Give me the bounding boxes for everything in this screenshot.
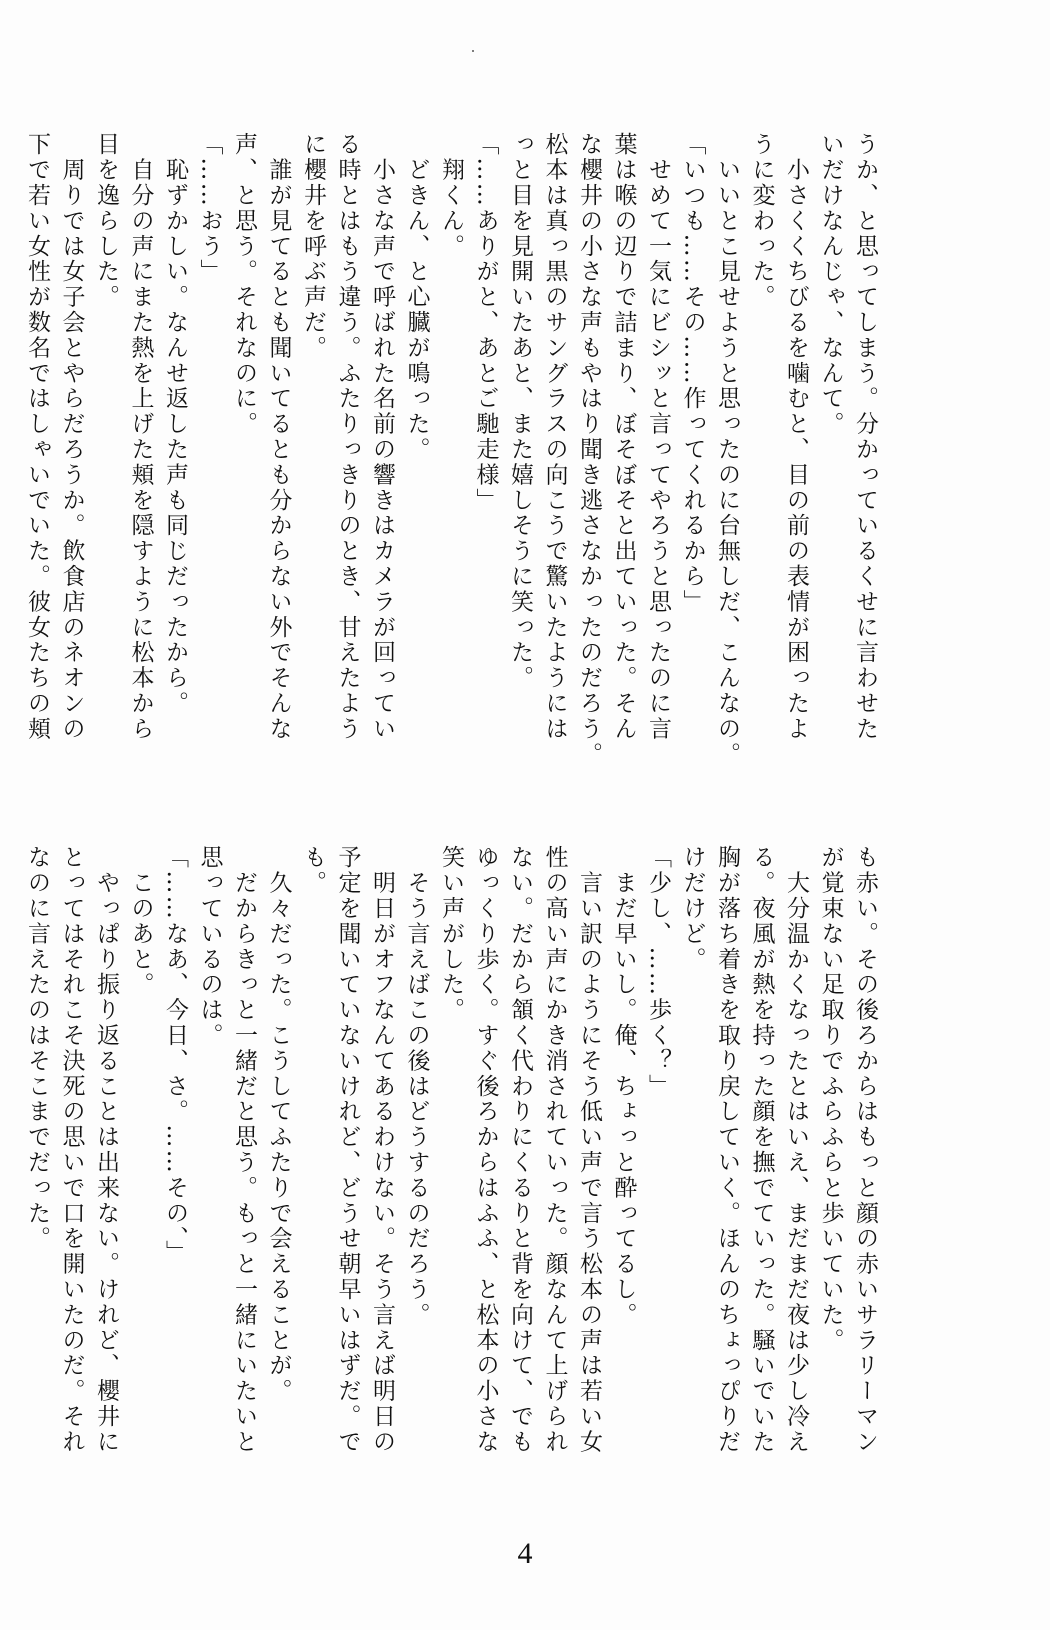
text-line: に櫻井を呼ぶ声だ。 [300, 132, 326, 361]
text-line: 目を逸らした。 [93, 132, 119, 310]
text-line: も赤い。その後ろからはもっと顔の赤いサラリーマン [852, 845, 878, 1455]
upper-text-block [24, 132, 882, 800]
text-line: 自分の声にまた熱を上げた頬を隠すように松本から [127, 132, 154, 742]
text-line: とってはそれこそ決死の思いで口を開いたのだ。それ [58, 845, 85, 1455]
text-line: 小さな声で呼ばれた名前の響きはカメラが回ってい [369, 132, 395, 742]
text-line: 声、と思う。それなのに。 [231, 132, 257, 437]
text-line: 「……なあ、今日、さ。……その、」 [162, 845, 188, 1266]
text-line: うか、と思ってしまう。分かっているくせに言わせた [852, 132, 878, 742]
text-line: 明日がオフなんてあるわけない。そう言えば明日の [369, 845, 395, 1455]
text-line: ない。だから頷く代わりにくるりと背を向けて、でも [507, 845, 533, 1455]
text-line: も。 [300, 845, 326, 896]
text-line: 葉は喉の辺りで詰まり、ぼそぼそと出ていった。そん [610, 132, 637, 742]
text-line: まだ早いし。俺、ちょっと酔ってるし。 [610, 845, 637, 1328]
text-line: る時とはもう違う。ふたりっきりのとき、甘えたよう [334, 132, 361, 742]
text-line: せめて一気にビシッと言ってやろうと思ったのに言 [645, 132, 671, 742]
text-line: 下で若い女性が数名ではしゃいでいた。彼女たちの頬 [24, 132, 50, 742]
text-line: 「……おう」 [196, 132, 223, 285]
text-line: 「いつも……その……作ってくれるから」 [679, 132, 706, 615]
text-line: 言い訳のようにそう低い声で言う松本の声は若い女 [576, 845, 602, 1455]
text-line: なのに言えたのはそこまでだった。 [24, 845, 50, 1252]
text-line: 「……ありがと、あとご馳走様」 [472, 132, 499, 513]
text-line: うに変わった。 [748, 132, 775, 310]
text-line: が覚束ない足取りでふらふらと歩いていた。 [817, 845, 844, 1353]
text-line: っと目を見開いたあと、また嬉しそうに笑った。 [507, 132, 533, 691]
text-line: そう言えばこの後はどうするのだろう。 [403, 845, 430, 1328]
text-line: やっぱり振り返ることは出来ない。けれど、櫻井に [93, 845, 119, 1455]
text-line: 恥ずかしい。なんせ返した声も同じだったから。 [162, 132, 188, 717]
text-line: 小さくくちびるを噛むと、目の前の表情が困ったよ [783, 132, 809, 742]
text-line: いいとこ見せようと思ったのに台無しだ、こんなの。 [714, 132, 740, 767]
text-line: 笑い声がした。 [438, 845, 464, 1023]
text-line: だからきっと一緒だと思う。もっと一緒にいたいと [231, 845, 257, 1455]
text-line: 大分温かくなったとはいえ、まだまだ夜は少し冷え [783, 845, 809, 1455]
text-line: 翔くん。 [438, 132, 464, 259]
scan-speck [472, 50, 474, 52]
text-line: な櫻井の小さな声もやはり聞き逃さなかったのだろう。 [576, 132, 602, 767]
text-line: 誰が見てるとも聞いてるとも分からない外でそんな [265, 132, 292, 742]
text-line: どきん、と心臓が鳴った。 [403, 132, 430, 463]
text-line: 思っているのは。 [196, 845, 223, 1049]
text-line: 胸が落ち着きを取り戻していく。ほんのちょっぴりだ [714, 845, 740, 1455]
text-line: 周りでは女子会とやらだろうか。飲食店のネオンの [58, 132, 85, 742]
page-number: 4 [517, 1537, 533, 1570]
text-line: 久々だった。こうしてふたりで会えることが。 [265, 845, 292, 1404]
lower-text-block [24, 845, 882, 1455]
text-line: 松本は真っ黒のサングラスの向こうで驚いたようには [541, 132, 568, 742]
text-line: 「少し、……歩く？」 [645, 845, 671, 1099]
text-line: 予定を聞いていないけれど、どうせ朝早いはずだ。で [334, 845, 361, 1455]
text-line: このあと。 [127, 845, 154, 998]
text-line: いだけなんじゃ、なんて。 [817, 132, 844, 437]
text-line: ゆっくり歩く。すぐ後ろからはふふ、と松本の小さな [472, 845, 499, 1455]
text-line: 性の高い声にかき消されていった。顔なんて上げられ [541, 845, 568, 1455]
text-line: けだけど。 [679, 845, 706, 972]
text-line: る。夜風が熱を持った顔を撫でていった。騒いでいた [748, 845, 775, 1455]
